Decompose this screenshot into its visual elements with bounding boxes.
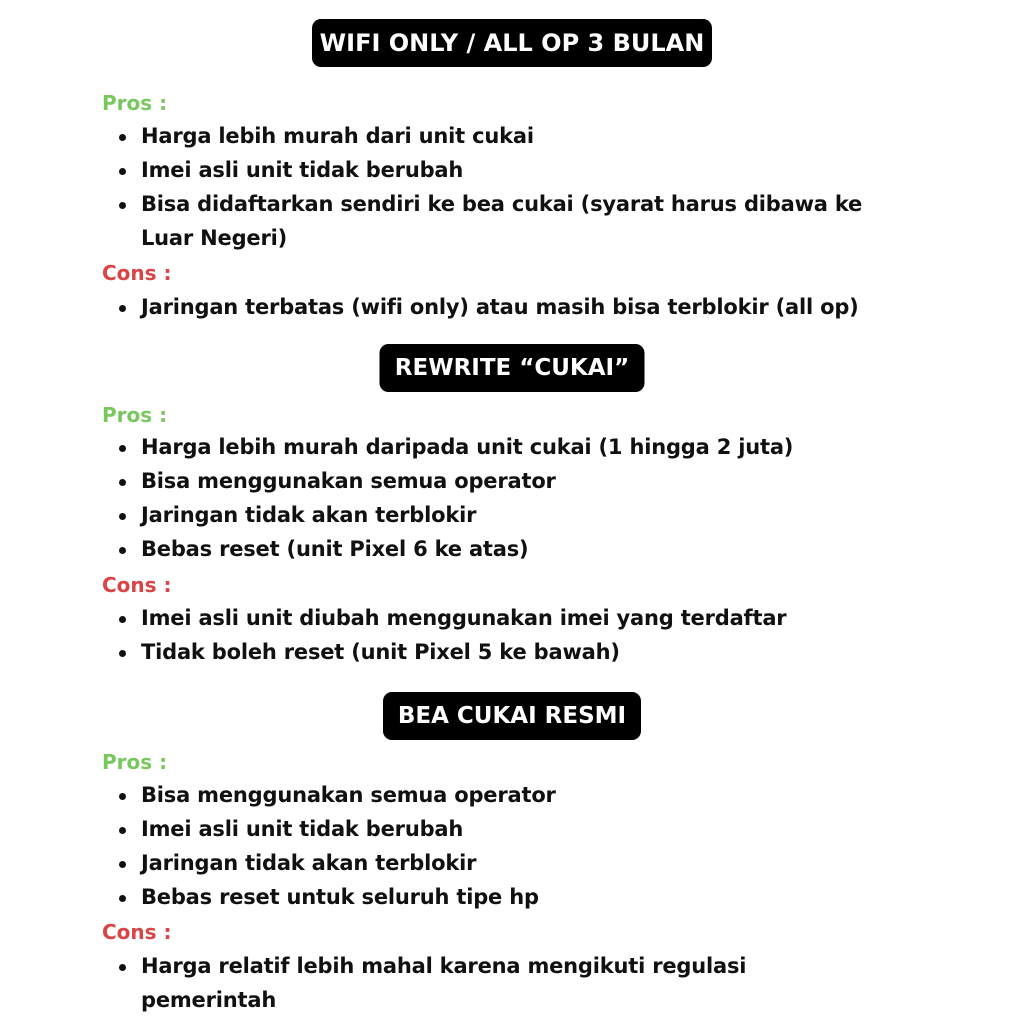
- pros-list: [117, 430, 917, 566]
- pros-label: Pros :: [102, 91, 168, 115]
- list-item: Jaringan tidak akan terblokir: [117, 498, 917, 532]
- list-item: Harga lebih murah daripada unit cukai (1 hingga 2 juta): [117, 430, 917, 464]
- cons-list: [117, 601, 917, 669]
- section-title-rewrite-cukai: REWRITE “CUKAI”: [380, 344, 645, 392]
- pros-list: [117, 778, 917, 914]
- list-item: Jaringan terbatas (wifi only) atau masih bisa terblokir (all op): [117, 290, 917, 324]
- pros-label: Pros :: [102, 750, 168, 774]
- list-item: Imei asli unit tidak berubah: [117, 153, 917, 187]
- list-item: Tidak boleh reset (unit Pixel 5 ke bawah): [117, 635, 917, 669]
- cons-label: Cons :: [102, 573, 172, 597]
- list-item: Jaringan tidak akan terblokir: [117, 846, 917, 880]
- pros-list: [117, 119, 917, 255]
- cons-label: Cons :: [102, 920, 172, 944]
- list-item: Bebas reset (unit Pixel 6 ke atas): [117, 532, 917, 566]
- list-item: Bebas reset untuk seluruh tipe hp: [117, 880, 917, 914]
- list-item: Harga lebih murah dari unit cukai: [117, 119, 917, 153]
- cons-label: Cons :: [102, 261, 172, 285]
- pros-label: Pros :: [102, 403, 168, 427]
- section-title-wifi-only: WIFI ONLY / ALL OP 3 BULAN: [312, 19, 712, 67]
- list-item: Bisa menggunakan semua operator: [117, 778, 917, 812]
- cons-list: [117, 290, 917, 324]
- list-item: Imei asli unit diubah menggunakan imei yang terdaftar: [117, 601, 917, 635]
- list-item: Bisa didaftarkan sendiri ke bea cukai (syarat harus dibawa ke Luar Negeri): [117, 187, 901, 255]
- cons-list: [117, 949, 917, 1017]
- list-item: Harga relatif lebih mahal karena mengikuti regulasi pemerintah: [117, 949, 791, 1017]
- list-item: Imei asli unit tidak berubah: [117, 812, 917, 846]
- section-title-bea-cukai-resmi: BEA CUKAI RESMI: [383, 692, 641, 740]
- list-item: Bisa menggunakan semua operator: [117, 464, 917, 498]
